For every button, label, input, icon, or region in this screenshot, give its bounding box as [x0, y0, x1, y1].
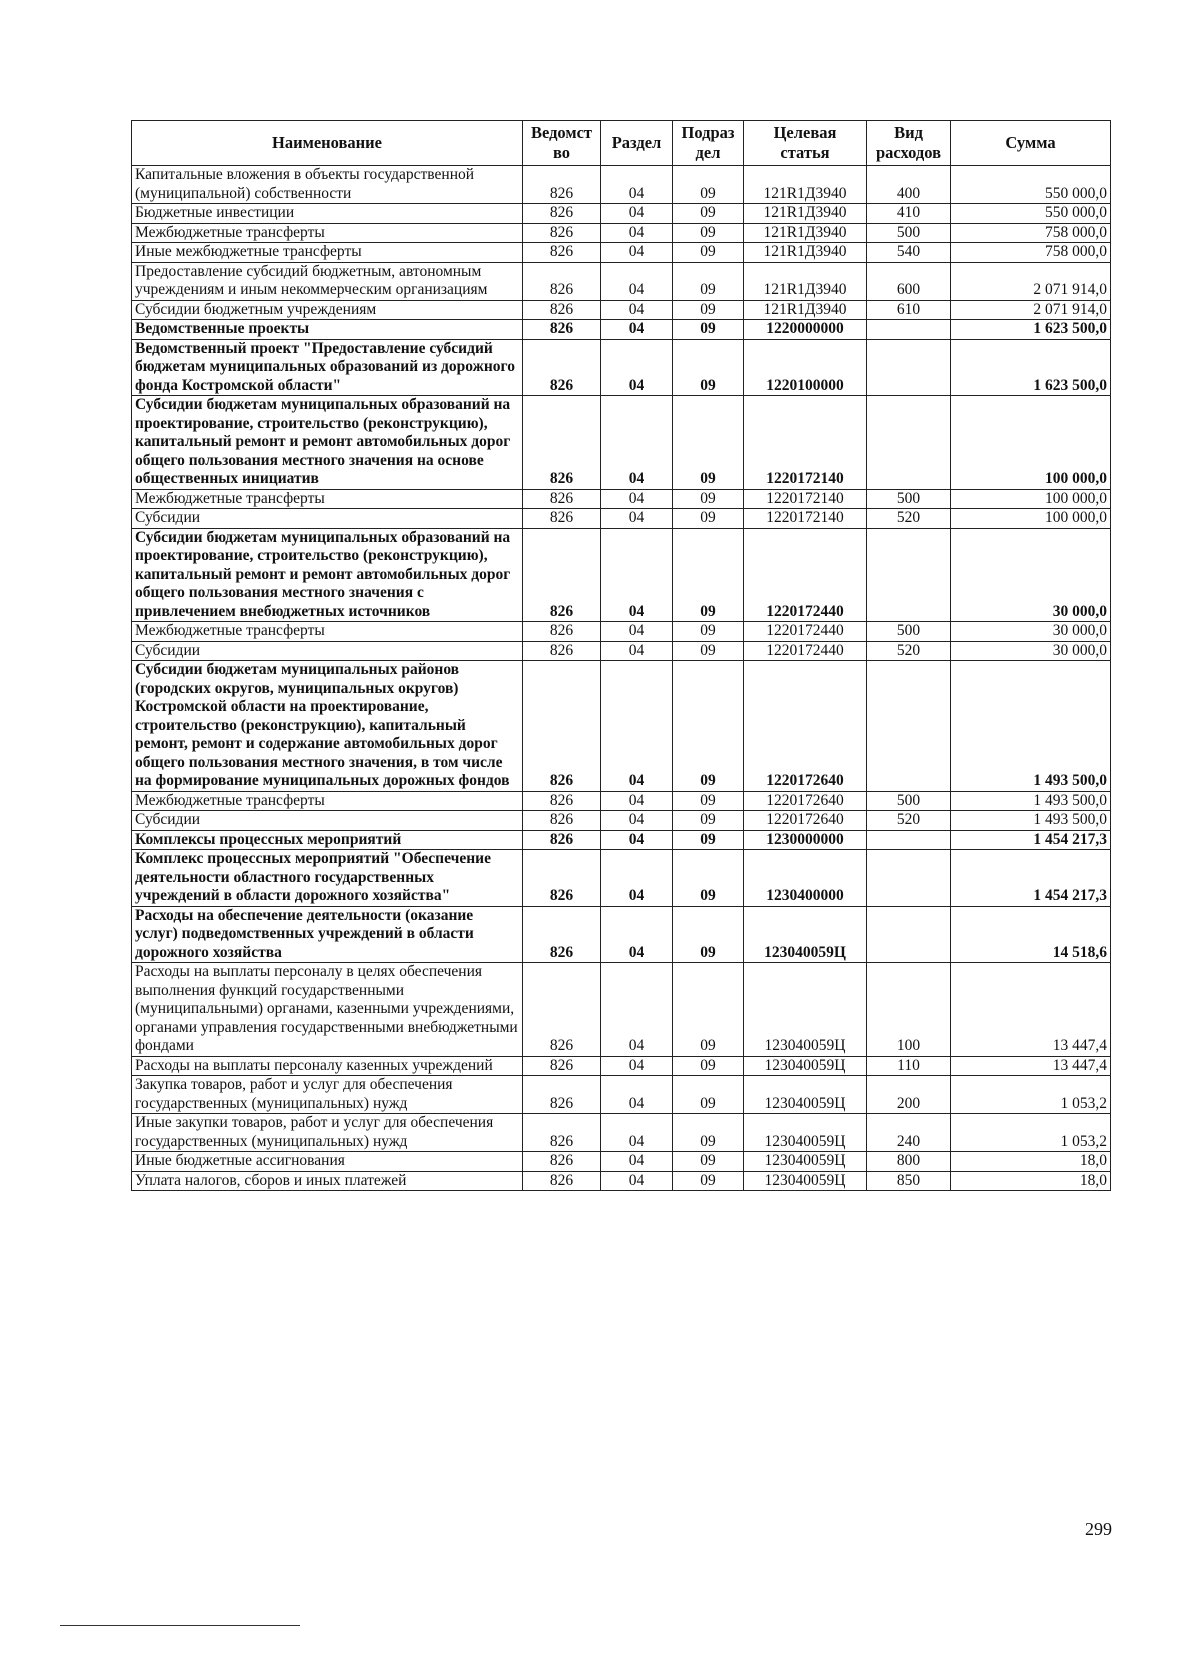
cell-podrazdel: 09 [673, 1114, 744, 1152]
cell-target: 1220000000 [744, 320, 867, 340]
cell-podrazdel: 09 [673, 300, 744, 320]
cell-name: Предоставление субсидий бюджетным, автономным учреждениям и иным некоммерческим организациям [132, 262, 523, 300]
cell-vid: 500 [867, 791, 951, 811]
cell-vid: 110 [867, 1056, 951, 1076]
cell-podrazdel: 09 [673, 811, 744, 831]
cell-podrazdel: 09 [673, 223, 744, 243]
cell-razdel: 04 [601, 791, 673, 811]
table-row [132, 489, 1111, 509]
cell-vid [867, 339, 951, 396]
cell-vid: 850 [867, 1171, 951, 1191]
cell-target: 121R1Д3940 [744, 204, 867, 224]
table-row [132, 830, 1111, 850]
cell-sum: 1 454 217,3 [951, 850, 1111, 907]
footer-rule [60, 1625, 300, 1626]
cell-name: Расходы на выплаты персоналу казенных учреждений [132, 1056, 523, 1076]
cell-vedomstvo: 826 [523, 661, 601, 792]
header-vedomstvo: Ведомст во [523, 121, 601, 166]
cell-podrazdel: 09 [673, 528, 744, 622]
table-row [132, 1114, 1111, 1152]
cell-podrazdel: 09 [673, 243, 744, 263]
cell-name: Субсидии бюджетам муниципальных образований на проектирование, строительство (реконструкцию), капитальный ремонт и ремонт автомобильных дорог общего пользования местного значения с привлечением внебюджетных источников [132, 528, 523, 622]
cell-vid [867, 661, 951, 792]
cell-razdel: 04 [601, 906, 673, 963]
cell-razdel: 04 [601, 661, 673, 792]
cell-name: Иные межбюджетные трансферты [132, 243, 523, 263]
header-podrazdel: Подраз дел [673, 121, 744, 166]
cell-target: 1220172140 [744, 489, 867, 509]
cell-target: 121R1Д3940 [744, 166, 867, 204]
cell-vid [867, 906, 951, 963]
cell-razdel: 04 [601, 320, 673, 340]
cell-vid: 500 [867, 489, 951, 509]
cell-vid: 520 [867, 641, 951, 661]
cell-target: 123040059Ц [744, 1114, 867, 1152]
cell-target: 1220172440 [744, 622, 867, 642]
cell-vid: 540 [867, 243, 951, 263]
cell-name: Закупка товаров, работ и услуг для обеспечения государственных (муниципальных) нужд [132, 1076, 523, 1114]
cell-vedomstvo: 826 [523, 963, 601, 1057]
cell-name: Расходы на обеспечение деятельности (оказание услуг) подведомственных учреждений в области дорожного хозяйства [132, 906, 523, 963]
cell-vid: 200 [867, 1076, 951, 1114]
cell-vid: 520 [867, 811, 951, 831]
cell-razdel: 04 [601, 1152, 673, 1172]
cell-razdel: 04 [601, 528, 673, 622]
cell-podrazdel: 09 [673, 830, 744, 850]
cell-vedomstvo: 826 [523, 1056, 601, 1076]
cell-vid [867, 850, 951, 907]
table-row [132, 223, 1111, 243]
table-row [132, 166, 1111, 204]
cell-vedomstvo: 826 [523, 166, 601, 204]
cell-vedomstvo: 826 [523, 1114, 601, 1152]
cell-vid: 100 [867, 963, 951, 1057]
table-row [132, 396, 1111, 490]
cell-vid: 400 [867, 166, 951, 204]
table-row [132, 300, 1111, 320]
cell-target: 1220172140 [744, 396, 867, 490]
cell-vedomstvo: 826 [523, 396, 601, 490]
cell-sum: 18,0 [951, 1171, 1111, 1191]
cell-vedomstvo: 826 [523, 243, 601, 263]
cell-target: 1220172640 [744, 811, 867, 831]
table-row [132, 811, 1111, 831]
cell-razdel: 04 [601, 1114, 673, 1152]
header-razdel: Раздел [601, 121, 673, 166]
cell-vedomstvo: 826 [523, 906, 601, 963]
table-row [132, 906, 1111, 963]
cell-vid: 800 [867, 1152, 951, 1172]
cell-sum: 18,0 [951, 1152, 1111, 1172]
table-row [132, 243, 1111, 263]
cell-podrazdel: 09 [673, 661, 744, 792]
cell-name: Субсидии бюджетам муниципальных образований на проектирование, строительство (реконструкцию), капитальный ремонт и ремонт автомобильных дорог общего пользования местного значения на основе общественных инициатив [132, 396, 523, 490]
cell-vedomstvo: 826 [523, 1152, 601, 1172]
table-row [132, 1171, 1111, 1191]
cell-sum: 2 071 914,0 [951, 300, 1111, 320]
table-row [132, 339, 1111, 396]
table-row [132, 622, 1111, 642]
cell-razdel: 04 [601, 243, 673, 263]
cell-name: Субсидии [132, 509, 523, 529]
cell-vid: 600 [867, 262, 951, 300]
cell-razdel: 04 [601, 830, 673, 850]
cell-vedomstvo: 826 [523, 204, 601, 224]
cell-vid [867, 830, 951, 850]
cell-sum: 30 000,0 [951, 528, 1111, 622]
cell-target: 123040059Ц [744, 963, 867, 1057]
cell-vedomstvo: 826 [523, 489, 601, 509]
cell-vedomstvo: 826 [523, 850, 601, 907]
cell-podrazdel: 09 [673, 204, 744, 224]
cell-target: 1220172640 [744, 661, 867, 792]
cell-vid: 500 [867, 223, 951, 243]
cell-target: 1220172640 [744, 791, 867, 811]
cell-podrazdel: 09 [673, 963, 744, 1057]
cell-vedomstvo: 826 [523, 339, 601, 396]
cell-podrazdel: 09 [673, 850, 744, 907]
cell-razdel: 04 [601, 396, 673, 490]
cell-vid [867, 320, 951, 340]
cell-target: 1230400000 [744, 850, 867, 907]
cell-razdel: 04 [601, 622, 673, 642]
cell-vedomstvo: 826 [523, 1171, 601, 1191]
cell-sum: 1 454 217,3 [951, 830, 1111, 850]
header-vid: Вид расходов [867, 121, 951, 166]
cell-sum: 14 518,6 [951, 906, 1111, 963]
cell-podrazdel: 09 [673, 509, 744, 529]
cell-sum: 1 053,2 [951, 1076, 1111, 1114]
cell-sum: 1 623 500,0 [951, 320, 1111, 340]
cell-podrazdel: 09 [673, 262, 744, 300]
table-body [132, 166, 1111, 1191]
cell-target: 121R1Д3940 [744, 262, 867, 300]
table-row [132, 1152, 1111, 1172]
cell-sum: 1 493 500,0 [951, 791, 1111, 811]
cell-sum: 758 000,0 [951, 243, 1111, 263]
table-row [132, 661, 1111, 792]
cell-sum: 758 000,0 [951, 223, 1111, 243]
cell-target: 121R1Д3940 [744, 223, 867, 243]
cell-name: Межбюджетные трансферты [132, 489, 523, 509]
cell-razdel: 04 [601, 641, 673, 661]
table-row [132, 320, 1111, 340]
cell-razdel: 04 [601, 339, 673, 396]
cell-podrazdel: 09 [673, 1076, 744, 1114]
cell-podrazdel: 09 [673, 339, 744, 396]
table-row [132, 262, 1111, 300]
table-row [132, 528, 1111, 622]
cell-sum: 550 000,0 [951, 166, 1111, 204]
cell-vid: 500 [867, 622, 951, 642]
table-row [132, 850, 1111, 907]
cell-razdel: 04 [601, 509, 673, 529]
cell-name: Субсидии [132, 811, 523, 831]
cell-vid: 410 [867, 204, 951, 224]
header-target: Целевая статья [744, 121, 867, 166]
cell-vedomstvo: 826 [523, 641, 601, 661]
cell-sum: 1 623 500,0 [951, 339, 1111, 396]
cell-vedomstvo: 826 [523, 509, 601, 529]
cell-razdel: 04 [601, 489, 673, 509]
cell-vedomstvo: 826 [523, 1076, 601, 1114]
cell-razdel: 04 [601, 204, 673, 224]
cell-name: Уплата налогов, сборов и иных платежей [132, 1171, 523, 1191]
cell-name: Субсидии бюджетным учреждениям [132, 300, 523, 320]
cell-name: Субсидии [132, 641, 523, 661]
table-row [132, 1076, 1111, 1114]
cell-podrazdel: 09 [673, 1056, 744, 1076]
cell-sum: 13 447,4 [951, 963, 1111, 1057]
cell-podrazdel: 09 [673, 166, 744, 204]
cell-razdel: 04 [601, 811, 673, 831]
cell-vedomstvo: 826 [523, 622, 601, 642]
cell-sum: 100 000,0 [951, 489, 1111, 509]
cell-name: Расходы на выплаты персоналу в целях обеспечения выполнения функций государственными (муниципальными) органами, казенными учреждениями, органами управления государственными внебюджетными фондами [132, 963, 523, 1057]
cell-vedomstvo: 826 [523, 223, 601, 243]
cell-sum: 30 000,0 [951, 641, 1111, 661]
cell-target: 1220172440 [744, 641, 867, 661]
cell-vedomstvo: 826 [523, 300, 601, 320]
cell-name: Бюджетные инвестиции [132, 204, 523, 224]
cell-target: 123040059Ц [744, 1171, 867, 1191]
cell-target: 121R1Д3940 [744, 300, 867, 320]
cell-sum: 1 053,2 [951, 1114, 1111, 1152]
cell-sum: 100 000,0 [951, 509, 1111, 529]
cell-razdel: 04 [601, 1171, 673, 1191]
cell-sum: 13 447,4 [951, 1056, 1111, 1076]
cell-vid: 240 [867, 1114, 951, 1152]
cell-sum: 550 000,0 [951, 204, 1111, 224]
page-number: 299 [1085, 1519, 1112, 1539]
cell-podrazdel: 09 [673, 489, 744, 509]
cell-podrazdel: 09 [673, 906, 744, 963]
cell-vid [867, 528, 951, 622]
cell-name: Ведомственные проекты [132, 320, 523, 340]
table-header-row [132, 121, 1111, 166]
table-row [132, 204, 1111, 224]
cell-name: Субсидии бюджетам муниципальных районов (городских округов, муниципальных округов) Костромской области на проектирование, строительство (реконструкцию), капитальный ремонт, ремонт и содержание автомобильных дорог общего пользования местного значения, в том числе на формирование муниципальных дорожных фондов [132, 661, 523, 792]
cell-target: 1220172140 [744, 509, 867, 529]
cell-podrazdel: 09 [673, 791, 744, 811]
cell-podrazdel: 09 [673, 1171, 744, 1191]
table-row [132, 1056, 1111, 1076]
cell-vedomstvo: 826 [523, 528, 601, 622]
cell-name: Иные бюджетные ассигнования [132, 1152, 523, 1172]
cell-razdel: 04 [601, 223, 673, 243]
cell-sum: 30 000,0 [951, 622, 1111, 642]
cell-name: Межбюджетные трансферты [132, 791, 523, 811]
cell-target: 1220100000 [744, 339, 867, 396]
cell-name: Иные закупки товаров, работ и услуг для обеспечения государственных (муниципальных) нужд [132, 1114, 523, 1152]
cell-razdel: 04 [601, 1076, 673, 1114]
cell-name: Ведомственный проект "Предоставление субсидий бюджетам муниципальных образований из дорожного фонда Костромской области" [132, 339, 523, 396]
table-row [132, 641, 1111, 661]
cell-name: Межбюджетные трансферты [132, 223, 523, 243]
cell-target: 1220172440 [744, 528, 867, 622]
cell-podrazdel: 09 [673, 396, 744, 490]
cell-vid [867, 396, 951, 490]
budget-table [131, 120, 1111, 1191]
cell-podrazdel: 09 [673, 1152, 744, 1172]
cell-vid: 520 [867, 509, 951, 529]
cell-name: Комплексы процессных мероприятий [132, 830, 523, 850]
cell-razdel: 04 [601, 166, 673, 204]
cell-target: 1230000000 [744, 830, 867, 850]
cell-razdel: 04 [601, 262, 673, 300]
cell-razdel: 04 [601, 1056, 673, 1076]
cell-sum: 1 493 500,0 [951, 661, 1111, 792]
cell-vedomstvo: 826 [523, 320, 601, 340]
cell-target: 123040059Ц [744, 906, 867, 963]
header-sum: Сумма [951, 121, 1111, 166]
table-row [132, 963, 1111, 1057]
cell-razdel: 04 [601, 850, 673, 907]
cell-sum: 2 071 914,0 [951, 262, 1111, 300]
cell-vedomstvo: 826 [523, 830, 601, 850]
cell-razdel: 04 [601, 963, 673, 1057]
cell-name: Капитальные вложения в объекты государственной (муниципальной) собственности [132, 166, 523, 204]
cell-sum: 100 000,0 [951, 396, 1111, 490]
cell-vedomstvo: 826 [523, 791, 601, 811]
cell-vedomstvo: 826 [523, 811, 601, 831]
cell-target: 121R1Д3940 [744, 243, 867, 263]
cell-target: 123040059Ц [744, 1076, 867, 1114]
cell-vid: 610 [867, 300, 951, 320]
cell-podrazdel: 09 [673, 622, 744, 642]
cell-razdel: 04 [601, 300, 673, 320]
table-row [132, 791, 1111, 811]
cell-name: Межбюджетные трансферты [132, 622, 523, 642]
cell-podrazdel: 09 [673, 641, 744, 661]
cell-name: Комплекс процессных мероприятий "Обеспечение деятельности областного государственных учреждений в области дорожного хозяйства" [132, 850, 523, 907]
cell-sum: 1 493 500,0 [951, 811, 1111, 831]
cell-target: 123040059Ц [744, 1152, 867, 1172]
table-row [132, 509, 1111, 529]
cell-vedomstvo: 826 [523, 262, 601, 300]
cell-podrazdel: 09 [673, 320, 744, 340]
header-name: Наименование [132, 121, 523, 166]
cell-target: 123040059Ц [744, 1056, 867, 1076]
